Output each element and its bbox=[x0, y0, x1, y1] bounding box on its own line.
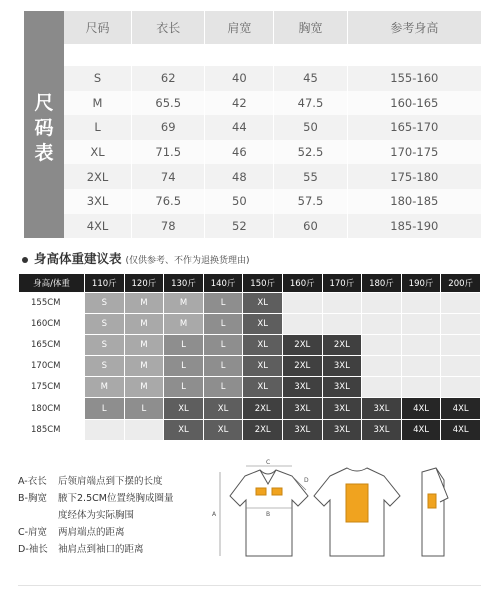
hw-size-cell: M bbox=[124, 314, 164, 335]
hw-size-cell: L bbox=[203, 377, 243, 398]
hw-size-cell: XL bbox=[243, 314, 283, 335]
hw-table-row bbox=[19, 293, 481, 314]
size-cell: XL bbox=[64, 140, 132, 165]
hw-weight-header: 140斤 bbox=[203, 274, 243, 293]
hw-height-label: 175CM bbox=[19, 377, 85, 398]
hw-weight-header: 150斤 bbox=[243, 274, 283, 293]
size-table bbox=[64, 11, 481, 238]
hw-size-cell: L bbox=[203, 335, 243, 356]
size-cell: 170-175 bbox=[347, 140, 481, 165]
hw-size-cell: L bbox=[164, 356, 204, 377]
size-cell: 44 bbox=[205, 115, 274, 140]
size-cell: 71.5 bbox=[132, 140, 205, 165]
hw-size-cell bbox=[441, 377, 481, 398]
legend-desc: 两肩端点的距离 bbox=[58, 527, 125, 538]
legend-item bbox=[18, 542, 144, 558]
hw-size-cell: S bbox=[85, 335, 125, 356]
label-d: D bbox=[304, 477, 309, 484]
hw-table bbox=[18, 273, 481, 441]
size-header-cell: 胸宽 bbox=[274, 11, 347, 44]
hw-size-cell: XL bbox=[203, 419, 243, 440]
label-c: C bbox=[266, 459, 271, 466]
size-cell: 62 bbox=[132, 66, 205, 91]
hw-table-row bbox=[19, 377, 481, 398]
legend-key: C-肩宽 bbox=[18, 527, 48, 538]
hw-chart-heading bbox=[22, 249, 250, 267]
hw-size-cell: S bbox=[85, 293, 125, 314]
hw-size-cell: M bbox=[85, 377, 125, 398]
size-cell: 74 bbox=[132, 164, 205, 189]
hw-table-row bbox=[19, 398, 481, 419]
size-cell: 45 bbox=[274, 66, 347, 91]
hw-size-cell bbox=[362, 377, 402, 398]
hw-weight-header: 180斤 bbox=[362, 274, 402, 293]
size-chart-title bbox=[24, 91, 64, 166]
hw-weight-header: 120斤 bbox=[124, 274, 164, 293]
size-chart-section bbox=[0, 0, 500, 238]
hw-table-row bbox=[19, 419, 481, 440]
size-cell: 55 bbox=[274, 164, 347, 189]
legend-desc: 腋下2.5CM位置绕胸成圈量 bbox=[58, 493, 174, 504]
hw-size-cell bbox=[362, 356, 402, 377]
hw-size-cell: L bbox=[164, 335, 204, 356]
size-cell: 52.5 bbox=[274, 140, 347, 165]
size-cell: 48 bbox=[205, 164, 274, 189]
hw-size-cell bbox=[441, 356, 481, 377]
hw-size-cell: L bbox=[164, 377, 204, 398]
hw-size-cell: M bbox=[164, 293, 204, 314]
hw-size-cell bbox=[362, 335, 402, 356]
hw-size-cell bbox=[441, 293, 481, 314]
size-cell: 4XL bbox=[64, 214, 132, 239]
hw-size-cell: S bbox=[85, 314, 125, 335]
size-cell: 50 bbox=[205, 189, 274, 214]
hw-weight-header: 110斤 bbox=[85, 274, 125, 293]
size-cell: 42 bbox=[205, 91, 274, 116]
hw-size-cell bbox=[322, 314, 362, 335]
hw-size-cell: L bbox=[124, 398, 164, 419]
hw-height-label: 155CM bbox=[19, 293, 85, 314]
hw-size-cell: 2XL bbox=[282, 335, 322, 356]
size-table-row bbox=[64, 66, 481, 91]
hw-size-cell: 3XL bbox=[322, 398, 362, 419]
size-title-char-1: 尺 bbox=[34, 92, 54, 114]
hw-table-header bbox=[19, 274, 481, 293]
hw-size-cell bbox=[124, 419, 164, 440]
hw-size-cell: XL bbox=[164, 398, 204, 419]
legend-item bbox=[18, 491, 173, 507]
bottom-divider bbox=[18, 585, 481, 586]
hw-size-cell bbox=[282, 293, 322, 314]
hw-size-cell: XL bbox=[243, 356, 283, 377]
hw-size-cell bbox=[85, 419, 125, 440]
size-table-row bbox=[64, 214, 481, 239]
legend-desc: 后领肩端点到下摆的长度 bbox=[58, 476, 163, 487]
hw-size-cell: 3XL bbox=[322, 419, 362, 440]
hw-height-label: 165CM bbox=[19, 335, 85, 356]
hw-table-row bbox=[19, 356, 481, 377]
hw-height-label: 170CM bbox=[19, 356, 85, 377]
hw-size-cell: 2XL bbox=[282, 356, 322, 377]
size-cell: 50 bbox=[274, 115, 347, 140]
hw-table-row bbox=[19, 314, 481, 335]
hw-height-label: 180CM bbox=[19, 398, 85, 419]
hw-size-cell: L bbox=[203, 356, 243, 377]
hw-weight-header: 130斤 bbox=[164, 274, 204, 293]
size-cell: 40 bbox=[205, 66, 274, 91]
size-cell: 46 bbox=[205, 140, 274, 165]
hw-size-cell: M bbox=[124, 356, 164, 377]
size-cell: 69 bbox=[132, 115, 205, 140]
back-shirt-illustration bbox=[314, 468, 400, 556]
hw-size-cell: XL bbox=[243, 293, 283, 314]
hw-size-cell: XL bbox=[164, 419, 204, 440]
hw-size-cell: 3XL bbox=[282, 398, 322, 419]
hw-size-cell: M bbox=[124, 377, 164, 398]
size-table-row bbox=[64, 164, 481, 189]
label-b: B bbox=[266, 511, 271, 518]
legend-key: D-袖长 bbox=[18, 544, 48, 555]
legend-item bbox=[18, 474, 163, 490]
size-header-cell: 肩宽 bbox=[205, 11, 274, 44]
size-cell: 155-160 bbox=[347, 66, 481, 91]
hw-size-cell: 3XL bbox=[362, 398, 402, 419]
size-chart-side-title bbox=[24, 11, 64, 238]
side-shirt-illustration bbox=[422, 468, 448, 556]
size-table-spacer bbox=[64, 44, 481, 66]
hw-size-cell bbox=[441, 335, 481, 356]
size-cell: S bbox=[64, 66, 132, 91]
hw-size-cell: 3XL bbox=[362, 419, 402, 440]
legend-desc: 度经体为实际胸围 bbox=[58, 510, 135, 521]
size-title-char-2: 码 bbox=[34, 117, 54, 139]
hw-size-cell: L bbox=[203, 293, 243, 314]
size-cell: M bbox=[64, 91, 132, 116]
shirt-measurement-diagram bbox=[200, 458, 500, 598]
legend-desc: 袖肩点到袖口的距离 bbox=[58, 544, 144, 555]
hw-size-cell: L bbox=[85, 398, 125, 419]
size-table-header bbox=[64, 11, 481, 44]
hw-table-row bbox=[19, 335, 481, 356]
size-cell: 185-190 bbox=[347, 214, 481, 239]
hw-size-cell: S bbox=[85, 356, 125, 377]
size-table-row bbox=[64, 115, 481, 140]
hw-size-cell: 2XL bbox=[243, 398, 283, 419]
hw-weight-header: 200斤 bbox=[441, 274, 481, 293]
size-cell: 165-170 bbox=[347, 115, 481, 140]
hw-size-cell: 2XL bbox=[322, 335, 362, 356]
hw-size-cell: M bbox=[124, 335, 164, 356]
legend-key: B-胸宽 bbox=[18, 493, 47, 504]
bullet-icon bbox=[22, 257, 28, 263]
size-cell: 47.5 bbox=[274, 91, 347, 116]
hw-size-cell: 4XL bbox=[441, 419, 481, 440]
size-cell: 3XL bbox=[64, 189, 132, 214]
hw-size-cell bbox=[401, 356, 441, 377]
hw-size-cell bbox=[401, 314, 441, 335]
size-cell: 65.5 bbox=[132, 91, 205, 116]
size-header-cell: 参考身高 bbox=[347, 11, 481, 44]
size-cell: 160-165 bbox=[347, 91, 481, 116]
size-cell: L bbox=[64, 115, 132, 140]
hw-size-cell bbox=[362, 314, 402, 335]
hw-size-cell: 4XL bbox=[441, 398, 481, 419]
hw-size-cell bbox=[401, 335, 441, 356]
hw-size-cell bbox=[401, 377, 441, 398]
size-cell: 60 bbox=[274, 214, 347, 239]
size-cell: 2XL bbox=[64, 164, 132, 189]
hw-size-cell: 3XL bbox=[322, 356, 362, 377]
label-a: A bbox=[212, 511, 217, 518]
hw-size-cell: 3XL bbox=[282, 377, 322, 398]
hw-size-cell bbox=[401, 293, 441, 314]
hw-size-cell: XL bbox=[243, 377, 283, 398]
size-title-char-3: 表 bbox=[34, 142, 54, 164]
legend-item bbox=[18, 508, 134, 524]
hw-size-cell: XL bbox=[203, 398, 243, 419]
hw-height-label: 160CM bbox=[19, 314, 85, 335]
hw-weight-header: 160斤 bbox=[282, 274, 322, 293]
hw-size-cell: M bbox=[164, 314, 204, 335]
hw-size-cell bbox=[282, 314, 322, 335]
hw-size-cell bbox=[441, 314, 481, 335]
hw-chart-title: 身高体重建议表 bbox=[34, 251, 122, 266]
size-header-cell: 尺码 bbox=[64, 11, 132, 44]
hw-weight-header: 190斤 bbox=[401, 274, 441, 293]
size-cell: 180-185 bbox=[347, 189, 481, 214]
hw-weight-header: 170斤 bbox=[322, 274, 362, 293]
hw-size-cell: 4XL bbox=[401, 419, 441, 440]
size-table-row bbox=[64, 140, 481, 165]
hw-corner-cell: 身高/体重 bbox=[19, 274, 85, 293]
hw-size-cell: 3XL bbox=[282, 419, 322, 440]
hw-height-label: 185CM bbox=[19, 419, 85, 440]
legend-key: A-衣长 bbox=[18, 476, 47, 487]
size-cell: 52 bbox=[205, 214, 274, 239]
size-cell: 175-180 bbox=[347, 164, 481, 189]
size-cell: 78 bbox=[132, 214, 205, 239]
hw-size-cell bbox=[362, 293, 402, 314]
size-table-row bbox=[64, 91, 481, 116]
hw-size-cell: L bbox=[203, 314, 243, 335]
hw-size-cell: XL bbox=[243, 335, 283, 356]
size-cell: 57.5 bbox=[274, 189, 347, 214]
hw-size-cell: 2XL bbox=[243, 419, 283, 440]
hw-chart-note: (仅供参考、不作为退换货理由) bbox=[125, 256, 250, 266]
hw-size-cell: 4XL bbox=[401, 398, 441, 419]
legend-item bbox=[18, 525, 125, 541]
hw-size-cell: M bbox=[124, 293, 164, 314]
hw-size-cell bbox=[322, 293, 362, 314]
size-header-cell: 衣长 bbox=[132, 11, 205, 44]
size-table-row bbox=[64, 189, 481, 214]
hw-size-cell: 3XL bbox=[322, 377, 362, 398]
size-cell: 76.5 bbox=[132, 189, 205, 214]
